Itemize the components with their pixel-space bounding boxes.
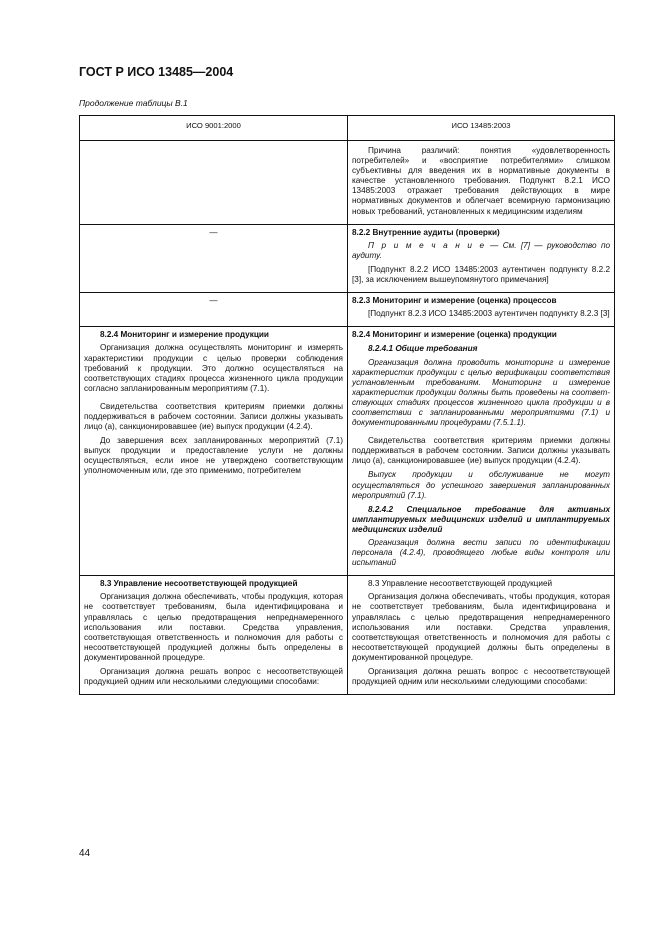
paragraph: Причина различий: понятия «удовлетворенность потребителей» и «восприятие потребителями» слишком субъективны для введения их в нормативные документы в качестве установленного требования. Подпункт 8.2.1 ИСО 13485:2003 отражает требования действующих в мире нормативных документов и облегчает всемирную гармонизацию новых требований, установленных к медицинским изделиям: [352, 146, 610, 216]
paragraph: Свидетельства соответствия критериям приемки должны поддерживаться в рабочем состоянии. Записи должны указывать лицо (а), санкционировавшее (ие) выпуск продукции (4.2.4).: [84, 401, 343, 432]
right-cell: [348, 576, 615, 695]
subsection-heading: 8.2.4.1 Общие требования: [368, 344, 478, 354]
dash-placeholder: —: [209, 227, 218, 237]
left-cell: [80, 327, 348, 576]
right-cell: [348, 327, 615, 576]
paragraph: Организация должна проводить мониторинг и измерение характеристик продукции с целью верификации соответствия установленным требованиям. Мониторинг и измерение характеристик продукции должны быть проведены на соответствующих стадиях процессов жизненного цикла продукции и в соответствии с запланированными мероприятиями (7.1) и документированными процедурами (7.5.1.1).: [352, 357, 610, 428]
right-cell: [348, 293, 615, 327]
right-cell: [348, 224, 615, 292]
paragraph: Организация должна осуществлять мониторинг и измерять характеристики продукции с целью проверки соблюдения требований к продукции. Это должно осуществляться на соответствующих стадиях процесса жизненного цикла продукции согласно запланированным мероприятиям (7.1).: [84, 343, 343, 393]
table-row: [80, 293, 615, 327]
paragraph: Организация должна обеспечивать, чтобы продукция, которая не соответствует требованиям, была идентифицирована и управлялась с целью предотвращения непреднамеренного использования или поставки. Средства управления, соответствующая ответственность и полномочия для работы с несоответствующей продукцией должны быть определены в документированной процедуре.: [84, 592, 343, 662]
column-header-iso13485: ИСО 13485:2003: [348, 116, 615, 141]
page-number: 44: [79, 848, 91, 859]
left-cell: [80, 576, 348, 695]
paragraph: Свидетельства соответствия критериям приемки должны поддерживаться в рабочем состоянии. Записи должны указывать лицо (а), санкционировавшее (ие) выпуск продукции (4.2.4).: [352, 436, 610, 466]
right-cell: [348, 141, 615, 225]
table-row: [80, 224, 615, 292]
left-cell: [80, 293, 348, 327]
dash-placeholder: —: [209, 296, 218, 306]
note-text: — См. [7] — руководство по аудиту.: [352, 240, 611, 260]
column-header-iso9001: ИСО 9001:2000: [80, 116, 348, 141]
paragraph: До завершения всех запланированных мероприятий (7.1) выпуск продукции и предоставление услуги не должны осуществляться, если иное не утверждено соответствующим уполномоченным или, где это применимо, потребителем: [84, 436, 343, 476]
paragraph: [Подпункт 8.2.2 ИСО 13485:2003 аутентичен подпункту 8.2.2 [3], за исключением вышеупомянутого примечания]: [352, 264, 610, 285]
left-cell: [80, 141, 348, 225]
paragraph: Организация должна вести записи по идентификации персонала (4.2.4), проводящего любые виды контроля или испытаний: [352, 538, 610, 568]
section-heading: 8.3 Управление несоответствующей продукцией: [368, 579, 553, 589]
left-cell: [80, 224, 348, 292]
section-heading: 8.2.2 Внутренние аудиты (проверки): [352, 227, 500, 237]
section-heading: 8.2.4 Мониторинг и измерение продукции: [100, 330, 269, 340]
table-header-row: [80, 116, 615, 141]
paragraph: Организация должна обеспечивать, чтобы продукция, которая не соответствует требованиям, была идентифицирована и управлялась с целью предотвращения непреднамеренного использования или поставки. Средства управления, соответствующая ответственность и полномочия для работы с несоответствующей продукцией должны быть определены в документированной процедуре.: [352, 592, 610, 662]
paragraph: Выпуск продукции и обслуживание не могут осуществляться до успешного завершения запланированных мероприятий (7.1).: [352, 470, 610, 500]
table-row: [80, 327, 615, 576]
section-heading: 8.3 Управление несоответствующей продукцией: [100, 579, 298, 589]
document-header: ГОСТ Р ИСО 13485—2004: [79, 65, 234, 79]
paragraph: Организация должна решать вопрос с несоответствующей продукцией одним или несколькими следующими способами:: [84, 667, 343, 687]
section-heading: 8.2.3 Мониторинг и измерение (оценка) процессов: [352, 296, 557, 306]
note-paragraph: [352, 241, 610, 261]
note-label: П р и м е ч а н и е: [368, 240, 486, 250]
paragraph: [Подпункт 8.2.3 ИСО 13485:2003 аутентичен подпункту 8.2.3 [3]: [368, 309, 610, 319]
table-caption: Продолжение таблицы В.1: [79, 98, 188, 108]
comparison-table: [79, 115, 615, 695]
paragraph: Организация должна решать вопрос с несоответствующей продукцией одним или несколькими следующими способами:: [352, 667, 610, 687]
section-heading: 8.2.4 Мониторинг и измерение (оценка) продукции: [352, 330, 557, 340]
table-row: [80, 576, 615, 695]
subsection-heading: 8.2.4.2 Специальное требование для активных имплантируемых медицинских изделий и имплантируемых медицинских изделий: [352, 504, 610, 534]
table-row: [80, 141, 615, 225]
